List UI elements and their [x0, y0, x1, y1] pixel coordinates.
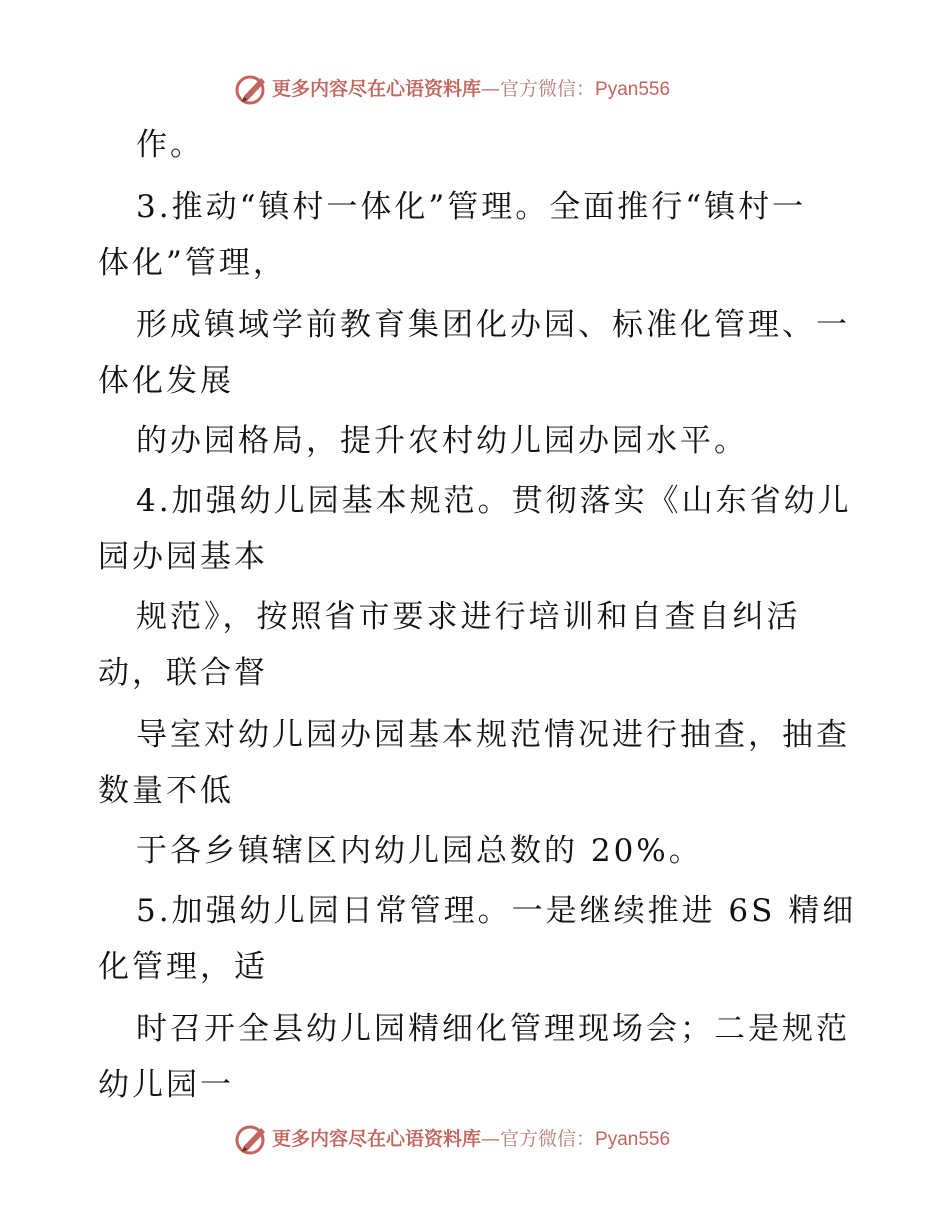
text-line: 体化”管理，	[98, 245, 287, 281]
red-pen-logo-icon	[234, 1122, 268, 1156]
watermark-text: 更多内容尽在心语资料库	[272, 78, 482, 100]
text-line: 化管理，适	[98, 949, 268, 985]
watermark-label: 官方微信：	[500, 78, 596, 100]
watermark-id: Pyan556	[595, 1129, 671, 1150]
text-line: 导室对幼儿园办园基本规范情况进行抽查，抽查	[136, 717, 850, 753]
red-pen-logo-icon	[234, 72, 268, 106]
watermark-id: Pyan556	[595, 79, 671, 100]
text-line: 数量不低	[98, 773, 234, 809]
watermark-separator: —	[481, 78, 501, 100]
text-line: 规范》，按照省市要求进行培训和自查自纠活	[136, 599, 801, 635]
watermark-label: 官方微信：	[500, 1128, 596, 1150]
text-line: 体化发展	[98, 363, 234, 399]
text-line: 的办园格局，提升农村幼儿园办园水平。	[136, 423, 748, 459]
header-watermark	[0, 70, 950, 110]
watermark-text: 更多内容尽在心语资料库	[272, 1128, 482, 1150]
text-line: 园办园基本	[98, 539, 268, 575]
text-line: 幼儿园一	[98, 1067, 234, 1103]
text-line: 时召开全县幼儿园精细化管理现场会；二是规范	[136, 1011, 850, 1047]
text-line: 4.加强幼儿园基本规范。贯彻落实《山东省幼儿	[136, 483, 852, 519]
text-line: 于各乡镇辖区内幼儿园总数的 20%。	[136, 833, 703, 869]
text-line: 形成镇域学前教育集团化办园、标准化管理、一	[136, 307, 850, 343]
watermark-separator: —	[481, 1128, 501, 1150]
text-line: 5.加强幼儿园日常管理。一是继续推进 6S 精细	[136, 893, 857, 929]
text-line: 3.推动“镇村一体化”管理。全面推行“镇村一	[136, 189, 807, 225]
text-line: 动，联合督	[98, 655, 268, 691]
text-line: 作。	[136, 127, 204, 163]
footer-watermark	[0, 1120, 950, 1160]
